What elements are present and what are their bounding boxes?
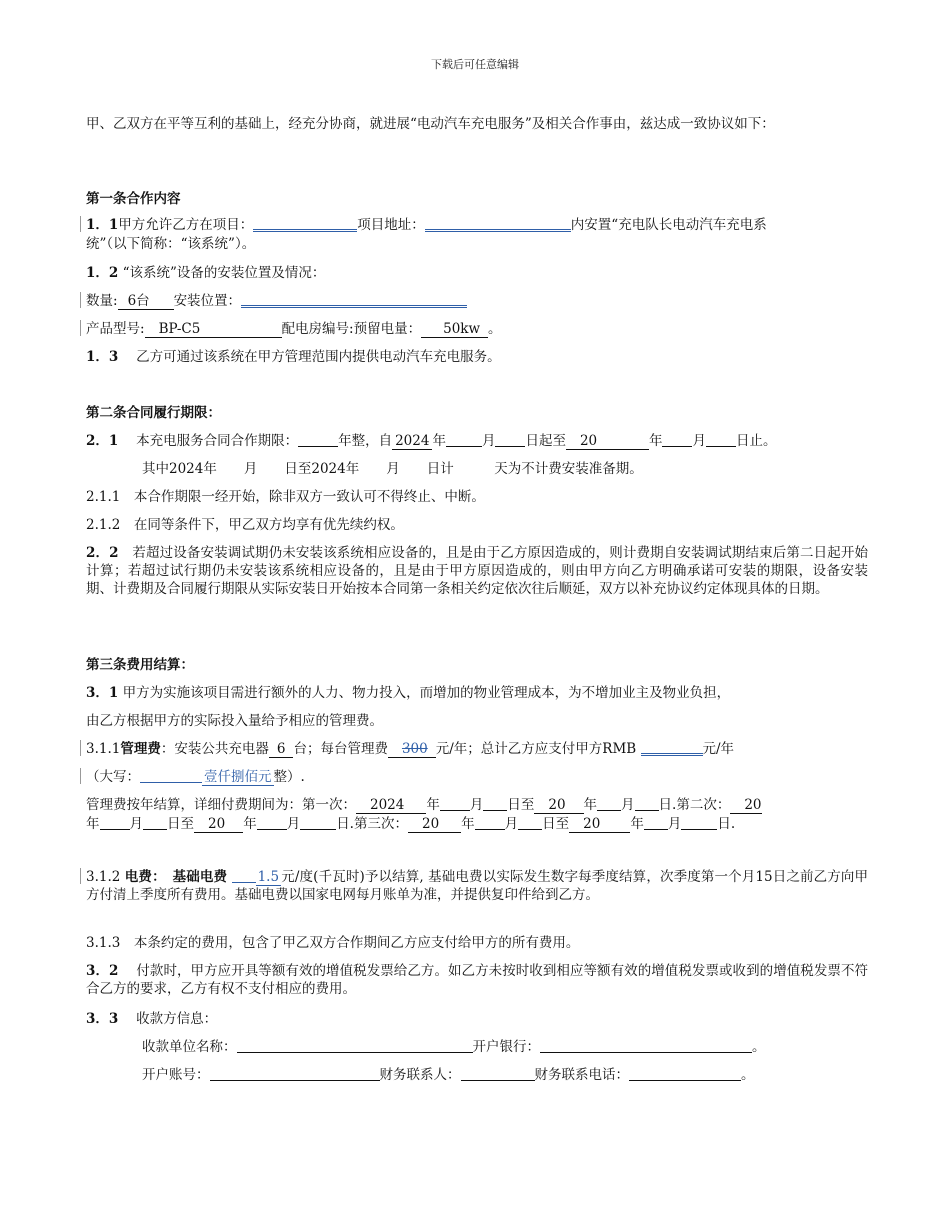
punct: 。 [488, 321, 502, 337]
clause-2-2 [86, 544, 868, 598]
clause-number: 3.1.3 [86, 935, 121, 951]
blank [518, 815, 542, 830]
clause-text: 内安置“充电队长电动汽车充电系 [570, 217, 767, 233]
blank [257, 815, 287, 830]
clause-text: 整）. [273, 769, 305, 785]
blank [681, 815, 717, 830]
clause-text: 月 [286, 816, 301, 832]
quantity-line [86, 292, 868, 310]
clause-text: 本充电服务合同合作期限： [136, 433, 299, 449]
charger-count: 6 [269, 742, 294, 758]
revision-mark [80, 320, 81, 336]
clause-text: 月 [504, 816, 519, 832]
clause-text: 日. [717, 816, 736, 832]
blank [644, 815, 668, 830]
clause-text: 日至 [542, 816, 570, 832]
blank [483, 796, 507, 811]
clause-2-1-line2: 其中2024年 月 日至2024年 月 日计 天为不计费安装准备期。 [142, 461, 643, 477]
amount-caps-line [86, 768, 868, 786]
project-blank [253, 217, 357, 232]
clause-2-1-1 [86, 488, 868, 506]
payee-blank [237, 1038, 473, 1053]
account-line [86, 1066, 924, 1084]
clause-1-1-cont: 统”（以下简称：“该系统”）。 [86, 236, 256, 252]
blank [143, 815, 167, 830]
schedule-line-2 [86, 815, 868, 833]
clause-text: “该系统”设备的安装位置及情况： [118, 265, 326, 281]
revision-mark [80, 768, 81, 784]
section2-heading: 第二条合同履行期限： [86, 405, 221, 421]
clause-number: 3．2 [86, 963, 119, 979]
fee-label: 管理费 [120, 741, 161, 757]
clause-text: 元/年 [702, 741, 735, 757]
payee-label: 收款单位名称： [142, 1039, 237, 1055]
clause-text: 月 [129, 816, 143, 832]
clause-text: 收款方信息： [136, 1011, 218, 1027]
start-year: 2024 [392, 434, 432, 450]
clause-text: 日至 [167, 816, 194, 832]
clause-3-2 [86, 962, 868, 998]
blank [597, 796, 621, 811]
blank [440, 796, 470, 811]
room-label: 配电房编号:预留电量： [281, 321, 422, 337]
period-year: 20 [730, 798, 761, 814]
clause-2-1 [86, 432, 868, 450]
location-label: 安装位置： [173, 293, 242, 309]
clause-number: 3．3 [86, 1011, 119, 1027]
clause-text: ：安装公共充电器 [160, 741, 269, 757]
clause-text: 年 [630, 816, 644, 832]
clause-number: 2．2 [86, 545, 119, 561]
period-year: 20 [194, 817, 243, 833]
clause-text: 月 [621, 797, 635, 813]
punct: 。 [741, 1067, 755, 1083]
clause-text: 元/度(千瓦时)予以结算, 基础电费以实际发生数字每季度结算，次季度第一个月15日之前乙方向甲方付清上季度所有费用。基础电费以国家电网每月账单为准，并提供复印件给到乙方。 [86, 869, 869, 903]
clause-text: 日.第三次： [336, 816, 408, 832]
electricity-label: 电费 [124, 869, 153, 885]
period-year: 20 [569, 817, 630, 833]
blank [495, 432, 525, 447]
location-blank [241, 293, 467, 308]
revision-mark [80, 740, 81, 756]
revision-mark [80, 868, 81, 884]
clause-text: 日起至 [525, 433, 566, 449]
bank-label: 开户银行： [472, 1039, 540, 1055]
clause-text: 日止。 [735, 433, 777, 449]
base-fee-label: 基础电费 [172, 869, 228, 885]
blank [446, 432, 482, 447]
term-blank [298, 432, 338, 447]
revision-mark [80, 292, 81, 308]
page-header: 下载后可任意编辑 [431, 58, 519, 71]
period-year: 2024 [356, 798, 426, 814]
clause-3-1-3 [86, 934, 868, 952]
contact-blank [461, 1066, 535, 1081]
period-year: 20 [534, 798, 583, 814]
clause-text: 元/年；总计乙方应支付甲方RMB [435, 741, 637, 757]
clause-text: 本条约定的费用，包含了甲乙双方合作期间乙方应支付给甲方的所有费用。 [133, 935, 580, 951]
clause-text: 年 [432, 433, 446, 449]
clause-text: 年 [461, 816, 475, 832]
clause-1-3 [86, 348, 868, 366]
clause-number: 2.1.2 [86, 517, 121, 533]
address-blank [425, 217, 571, 232]
section3-heading: 第三条费用结算： [86, 657, 194, 673]
clause-text: 年 [583, 797, 598, 813]
clause-text: 年 [86, 816, 100, 832]
total-blank [641, 741, 703, 756]
clause-number: 2．1 [86, 433, 119, 449]
clause-text: 项目地址： [357, 217, 425, 233]
clause-text: 乙方可通过该系统在甲方管理范围内提供电动汽车充电服务。 [136, 349, 501, 365]
clause-text: 月 [667, 816, 682, 832]
fee-each: 300 [388, 742, 436, 758]
clause-number: 2.1.1 [86, 489, 121, 505]
clause-text: ： [152, 869, 159, 885]
contact-label: 财务联系人： [379, 1067, 461, 1083]
clause-text: 年 [426, 797, 440, 813]
clause-text: 月 [692, 433, 706, 449]
clause-3-1 [86, 684, 868, 702]
clause-text: 台；每台管理费 [293, 741, 388, 757]
power-value: 50kw [421, 322, 488, 338]
section1-heading: 第一条合作内容 [86, 191, 181, 207]
clause-number: 1．3 [86, 349, 119, 365]
clause-3-1-1 [86, 740, 868, 758]
intro-paragraph: 甲、乙双方在平等互利的基础上，经充分协商，就进展“电动汽车充电服务”及相关合作事由，兹达成一致协议如下： [86, 116, 775, 132]
qty-value: 6台 [118, 294, 174, 310]
phone-label: 财务联系电话： [534, 1067, 629, 1083]
bank-blank [540, 1038, 752, 1053]
clause-text: 月 [469, 797, 484, 813]
price-blank [232, 869, 256, 883]
qty-label: 数量: [86, 293, 118, 309]
model-line [86, 320, 868, 338]
clause-1-1 [86, 216, 868, 234]
clause-3-1-cont: 由乙方根据甲方的实际投入量给予相应的管理费。 [86, 713, 383, 729]
clause-number: 3.1.1 [86, 741, 121, 757]
blank [100, 815, 130, 830]
punct: 。 [752, 1039, 766, 1055]
blank [706, 432, 736, 447]
clause-number: 1．1 [86, 217, 119, 233]
clause-text: 甲方允许乙方在项目： [118, 217, 254, 233]
clause-2-1-2 [86, 516, 868, 534]
clause-text: 年整，自 [338, 433, 393, 449]
payee-line [86, 1038, 924, 1056]
blank [635, 796, 659, 811]
clause-text: 日.第二次： [658, 797, 731, 813]
model-label: 产品型号: [86, 321, 145, 337]
clause-text: 本合作期限一经开始，除非双方一致认可不得终止、中断。 [133, 489, 485, 505]
blank [475, 815, 505, 830]
clause-text: 付款时，甲方应开具等额有效的增值税发票给乙方。如乙方未按时收到相应等额有效的增值税发票或收到的增值税发票不符合乙方的要求，乙方有权不支付相应的费用。 [86, 963, 868, 997]
clause-number: 3.1.2 [86, 869, 121, 885]
blank [300, 815, 336, 830]
clause-text: 甲方为实施该项目需进行额外的人力、物力投入，而增加的物业管理成本，为不增加业主及物业负担， [118, 685, 731, 701]
account-label: 开户账号： [142, 1067, 210, 1083]
caps-blank [140, 769, 202, 783]
price-value: 1.5 [257, 869, 280, 885]
clause-text: 月 [481, 433, 496, 449]
schedule-line-1 [86, 796, 868, 814]
clause-text: 在同等条件下，甲乙双方均享有优先续约权。 [133, 517, 404, 533]
phone-blank [629, 1066, 741, 1081]
clause-text: 管理费按年结算，详细付费期间为：第一次： [86, 797, 356, 813]
amount-caps: 壹仟捌佰元 [204, 769, 272, 785]
clause-text: 年 [648, 433, 663, 449]
clause-text: 若超过设备安装调试期仍未安装该系统相应设备的，且是由于乙方原因造成的，则计费期自安装调试期结束后第二日起开始计算；若超过试行期仍未安装该系统相应设备的，且是由于甲方原因造成的，则由甲方向乙方明确承诺可安装的期限，设备安装期、计费期及合同履行期限从实际安装日开始按本合同第一条相关约定依次往后顺延，双方以补充协议约定体现具体的日期。 [86, 545, 869, 597]
clause-3-3 [86, 1010, 868, 1028]
clause-text: 年 [243, 816, 257, 832]
account-blank [210, 1066, 380, 1081]
clause-3-1-2 [86, 868, 868, 904]
blank [662, 432, 692, 447]
revision-mark [80, 216, 81, 232]
clause-number: 1．2 [86, 265, 119, 281]
clause-1-2 [86, 264, 868, 282]
clause-text: 日至 [507, 797, 535, 813]
clause-number: 3．1 [86, 685, 119, 701]
clause-text: （大写： [86, 769, 140, 785]
model-value: BP-C5 [145, 322, 282, 338]
end-year: 20 [566, 434, 649, 450]
period-year: 20 [408, 817, 461, 833]
